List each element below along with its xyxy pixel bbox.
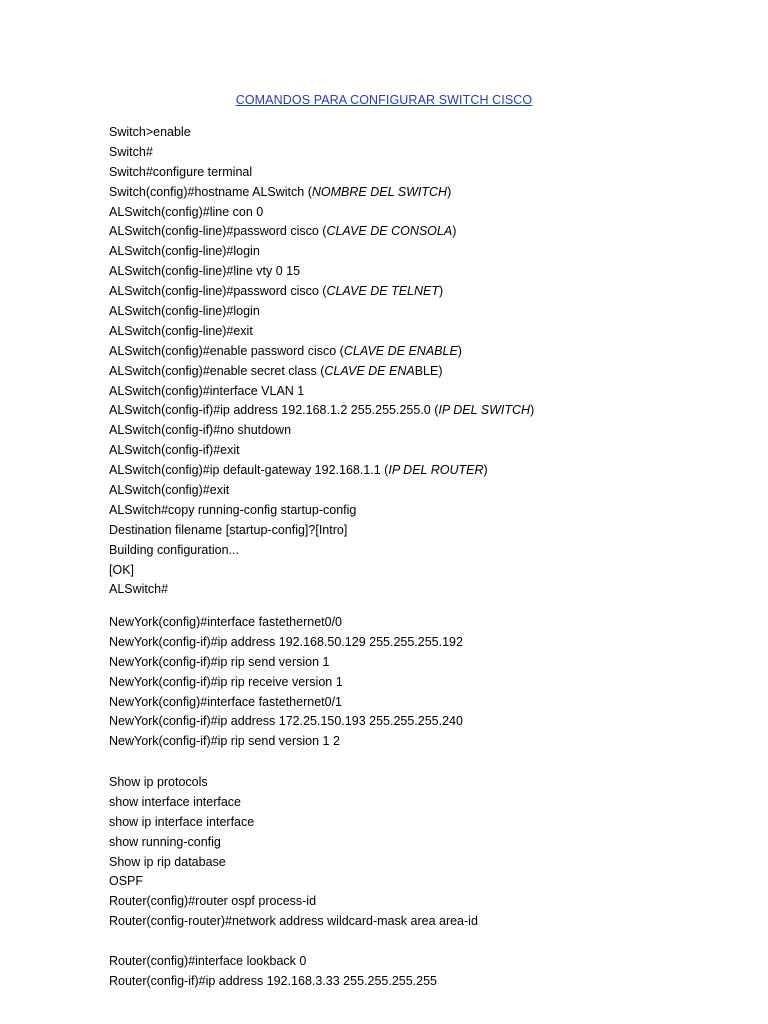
command-text: ALSwitch(config)#line con 0 [109,204,264,219]
command-text: [OK] [109,562,135,577]
command-text: Switch# [109,144,153,159]
command-line [109,633,729,653]
command-annotation: CLAVE DE TELNET [326,284,439,299]
command-text: Show ip rip database [109,854,226,869]
command-line [109,952,729,972]
command-annotation: NOMBRE DEL SWITCH [311,184,448,199]
command-text: ALSwitch(config-line)#password cisco ( [109,224,327,239]
command-line [109,163,729,183]
command-text: NewYork(config-if)#ip rip receive version 1 [109,674,343,689]
command-line [109,441,729,461]
command-text: NewYork(config)#interface fastethernet0/0 [109,615,343,629]
command-text: Switch#configure terminal [109,164,253,179]
command-text: show ip interface interface [109,814,255,829]
command-line [109,912,729,932]
command-annotation: CLAVE DE ENABLE [343,343,458,358]
command-text: ALSwitch(config-line)#exit [109,323,253,338]
command-line [109,693,729,713]
command-text: Show ip protocols [109,775,208,789]
command-line [109,481,729,501]
loopback-commands [109,952,729,992]
command-line [109,501,729,521]
command-line [109,541,729,561]
command-text: ALSwitch(config-if)#ip address 192.168.1.2 255.255.255.0 ( [109,403,439,418]
command-annotation: CLAVE DE ENA [324,363,415,378]
command-line [109,892,729,912]
command-line [109,123,729,143]
command-line [109,183,729,203]
command-line [109,972,729,992]
command-text: NewYork(config-if)#ip rip send version 1 2 [109,734,340,749]
command-line [109,872,729,892]
command-text: ALSwitch(config)#exit [109,483,230,498]
command-text: Router(config)#router ospf process-id [109,894,317,909]
command-line [109,712,729,732]
command-line [109,613,729,633]
command-text: Switch(config)#hostname ALSwitch ( [109,184,312,199]
command-text: Building configuration... [109,542,239,557]
command-text: ) [447,184,452,199]
command-line [109,322,729,342]
command-line [109,282,729,302]
command-line [109,833,729,853]
command-text: show interface interface [109,794,242,809]
command-text: ) [439,284,444,299]
command-line [109,793,729,813]
command-text: Switch>enable [109,125,191,139]
command-line [109,143,729,163]
command-line [109,813,729,833]
command-line [109,561,729,581]
switch-config-commands [109,123,729,600]
command-text: NewYork(config-if)#ip address 192.168.50.129 255.255.255.192 [109,634,463,649]
command-line [109,773,729,793]
command-line [109,421,729,441]
command-text: ALSwitch(config)#interface VLAN 1 [109,383,305,398]
command-text: Router(config-router)#network address wildcard-mask area area-id [109,914,478,929]
command-text: ) [483,463,488,478]
command-text: Router(config-if)#ip address 192.168.3.33 255.255.255.255 [109,973,438,988]
command-text: ALSwitch(config)#enable password cisco ( [109,343,344,358]
command-text: ) [530,403,535,418]
command-line [109,401,729,421]
command-line [109,262,729,282]
command-text: OSPF [109,874,144,889]
command-text: ) [457,343,462,358]
command-line [109,461,729,481]
command-text: ALSwitch# [109,582,169,597]
command-line [109,732,729,752]
command-annotation: IP DEL SWITCH [438,403,531,418]
command-text: ALSwitch#copy running-config startup-config [109,502,357,517]
command-line [109,653,729,673]
command-text: ALSwitch(config-line)#login [109,304,260,319]
show-and-ospf-commands [109,773,729,932]
rip-interface-commands [109,613,729,752]
command-line [109,242,729,262]
command-line [109,673,729,693]
command-annotation: IP DEL ROUTER [388,463,484,478]
document-title: COMANDOS PARA CONFIGURAR SWITCH CISCO [235,93,533,107]
command-text: ALSwitch(config-line)#line vty 0 15 [109,264,301,279]
command-text: ) [452,224,457,239]
command-line [109,521,729,541]
command-text: ALSwitch(config)#enable secret class ( [109,363,325,378]
command-text: Destination filename [startup-config]?[Intro] [109,522,348,537]
command-line [109,342,729,362]
command-line [109,580,729,600]
command-text: BLE) [414,363,443,378]
command-text: ALSwitch(config-if)#exit [109,443,240,458]
command-line [109,362,729,382]
command-annotation: CLAVE DE CONSOLA [326,224,453,239]
command-text: Router(config)#interface lookback 0 [109,954,307,968]
command-text: ALSwitch(config-line)#login [109,244,260,259]
command-line [109,382,729,402]
command-text: NewYork(config-if)#ip rip send version 1 [109,654,330,669]
command-text: ALSwitch(config)#ip default-gateway 192.168.1.1 ( [109,463,389,478]
command-text: ALSwitch(config-if)#no shutdown [109,423,292,438]
command-text: show running-config [109,834,221,849]
command-line [109,853,729,873]
command-text: NewYork(config-if)#ip address 172.25.150.193 255.255.255.240 [109,714,463,729]
command-text: ALSwitch(config-line)#password cisco ( [109,284,327,299]
command-line [109,203,729,223]
command-line [109,302,729,322]
command-line [109,222,729,242]
command-text: NewYork(config)#interface fastethernet0/1 [109,694,343,709]
